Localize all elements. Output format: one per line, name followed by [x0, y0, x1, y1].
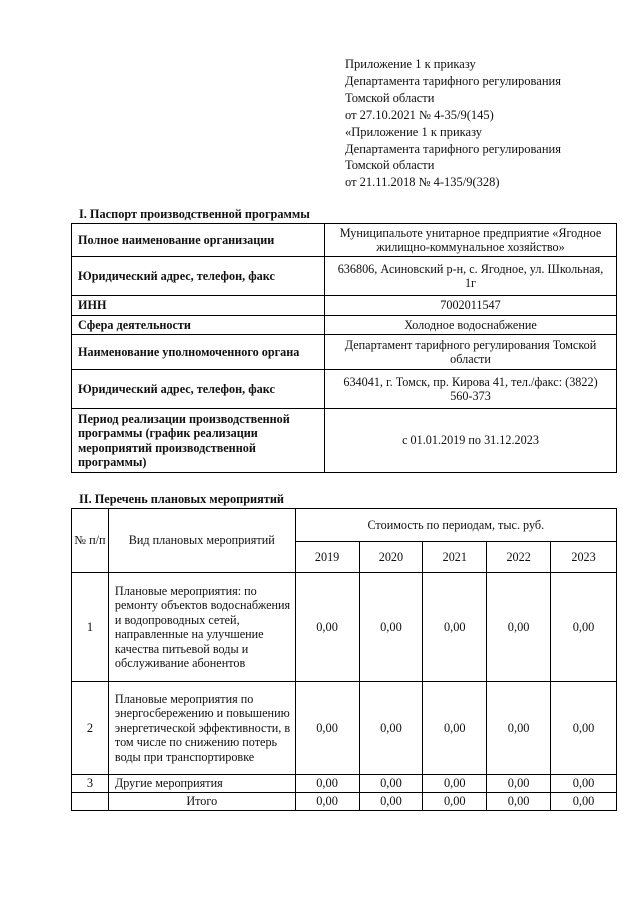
row-value: 0,00: [487, 682, 551, 775]
row-value: 0,00: [359, 573, 423, 682]
row-value: 0,00: [295, 682, 359, 775]
passport-label: Период реализации производственной программы (график реализации мероприятий производственной программы): [72, 409, 325, 473]
passport-value: Холодное водоснабжение: [325, 316, 617, 335]
header-line: Томской области: [345, 158, 435, 173]
total-row: [72, 793, 617, 811]
passport-label: Юридический адрес, телефон, факс: [72, 370, 325, 409]
row-num: 2: [72, 682, 109, 775]
total-value: 0,00: [295, 793, 359, 811]
col-cost-header: Стоимость по периодам, тыс. руб.: [295, 509, 616, 542]
row-num: 3: [72, 775, 109, 793]
row-value: 0,00: [423, 573, 487, 682]
col-num-header: № п/п: [72, 509, 109, 573]
passport-value: Муниципальоте унитарное предприятие «Ягодное жилищно-коммунальное хозяйство»: [325, 224, 617, 257]
total-value: 0,00: [359, 793, 423, 811]
table-row: [72, 682, 617, 775]
total-label: Итого: [108, 793, 295, 811]
year-header: 2020: [359, 542, 423, 573]
passport-label: Сфера деятельности: [72, 316, 325, 335]
header-line: Департамента тарифного регулирования: [345, 73, 561, 88]
total-value: 0,00: [551, 793, 617, 811]
section2-title: II. Перечень плановых мероприятий: [79, 492, 285, 506]
table-row: [72, 257, 617, 296]
header-line: от 27.10.2021 № 4-35/9(145): [345, 107, 494, 122]
row-value: 0,00: [423, 775, 487, 793]
passport-table: [71, 223, 617, 473]
row-value: 0,00: [295, 573, 359, 682]
header-line: Департамента тарифного регулирования: [345, 141, 561, 156]
passport-label: Наименование уполномоченного органа: [72, 335, 325, 370]
table-row: [72, 370, 617, 409]
header-line: Томской области: [345, 90, 435, 105]
passport-label: Полное наименование организации: [72, 224, 325, 257]
passport-value: Департамент тарифного регулирования Томской области: [325, 335, 617, 370]
table-row: [72, 224, 617, 257]
row-value: 0,00: [295, 775, 359, 793]
passport-label: Юридический адрес, телефон, факс: [72, 257, 325, 296]
measures-table: [71, 508, 617, 811]
row-name: Плановые мероприятия по энергосбережению и повышению энергетической эффективности, в том числе по снижению потерь воды при транспортировке: [108, 682, 295, 775]
row-name: Другие мероприятия: [108, 775, 295, 793]
row-value: 0,00: [487, 775, 551, 793]
table-row: [72, 573, 617, 682]
year-header: 2022: [487, 542, 551, 573]
total-value: 0,00: [423, 793, 487, 811]
passport-label: ИНН: [72, 296, 325, 316]
passport-value: с 01.01.2019 по 31.12.2023: [325, 409, 617, 473]
table-row: [72, 296, 617, 316]
row-value: 0,00: [359, 775, 423, 793]
table-row: [72, 335, 617, 370]
row-value: 0,00: [551, 682, 617, 775]
row-num: [72, 793, 109, 811]
order-header: [345, 56, 561, 191]
row-num: 1: [72, 573, 109, 682]
header-line: «Приложение 1 к приказу: [345, 124, 483, 139]
row-value: 0,00: [423, 682, 487, 775]
year-header: 2023: [551, 542, 617, 573]
total-value: 0,00: [487, 793, 551, 811]
header-line: Приложение 1 к приказу: [345, 57, 476, 71]
table-row: [72, 316, 617, 335]
row-value: 0,00: [551, 573, 617, 682]
year-header: 2021: [423, 542, 487, 573]
passport-value: 7002011547: [325, 296, 617, 316]
row-name: Плановые мероприятия: по ремонту объектов водоснабжения и водопроводных сетей, направленные на улучшение качества питьевой воды и обслуживание абонентов: [108, 573, 295, 682]
passport-value: 636806, Асиновский р-н, с. Ягодное, ул. Школьная, 1г: [325, 257, 617, 296]
passport-value: 634041, г. Томск, пр. Кирова 41, тел./факс: (3822) 560-373: [325, 370, 617, 409]
section1-title: I. Паспорт производственной программы: [79, 207, 310, 221]
row-value: 0,00: [551, 775, 617, 793]
table-row: [72, 409, 617, 473]
header-line: от 21.11.2018 № 4-135/9(328): [345, 175, 500, 190]
col-name-header: Вид плановых мероприятий: [108, 509, 295, 573]
year-header: 2019: [295, 542, 359, 573]
table-row: [72, 775, 617, 793]
row-value: 0,00: [359, 682, 423, 775]
row-value: 0,00: [487, 573, 551, 682]
table-header-row: [72, 509, 617, 542]
